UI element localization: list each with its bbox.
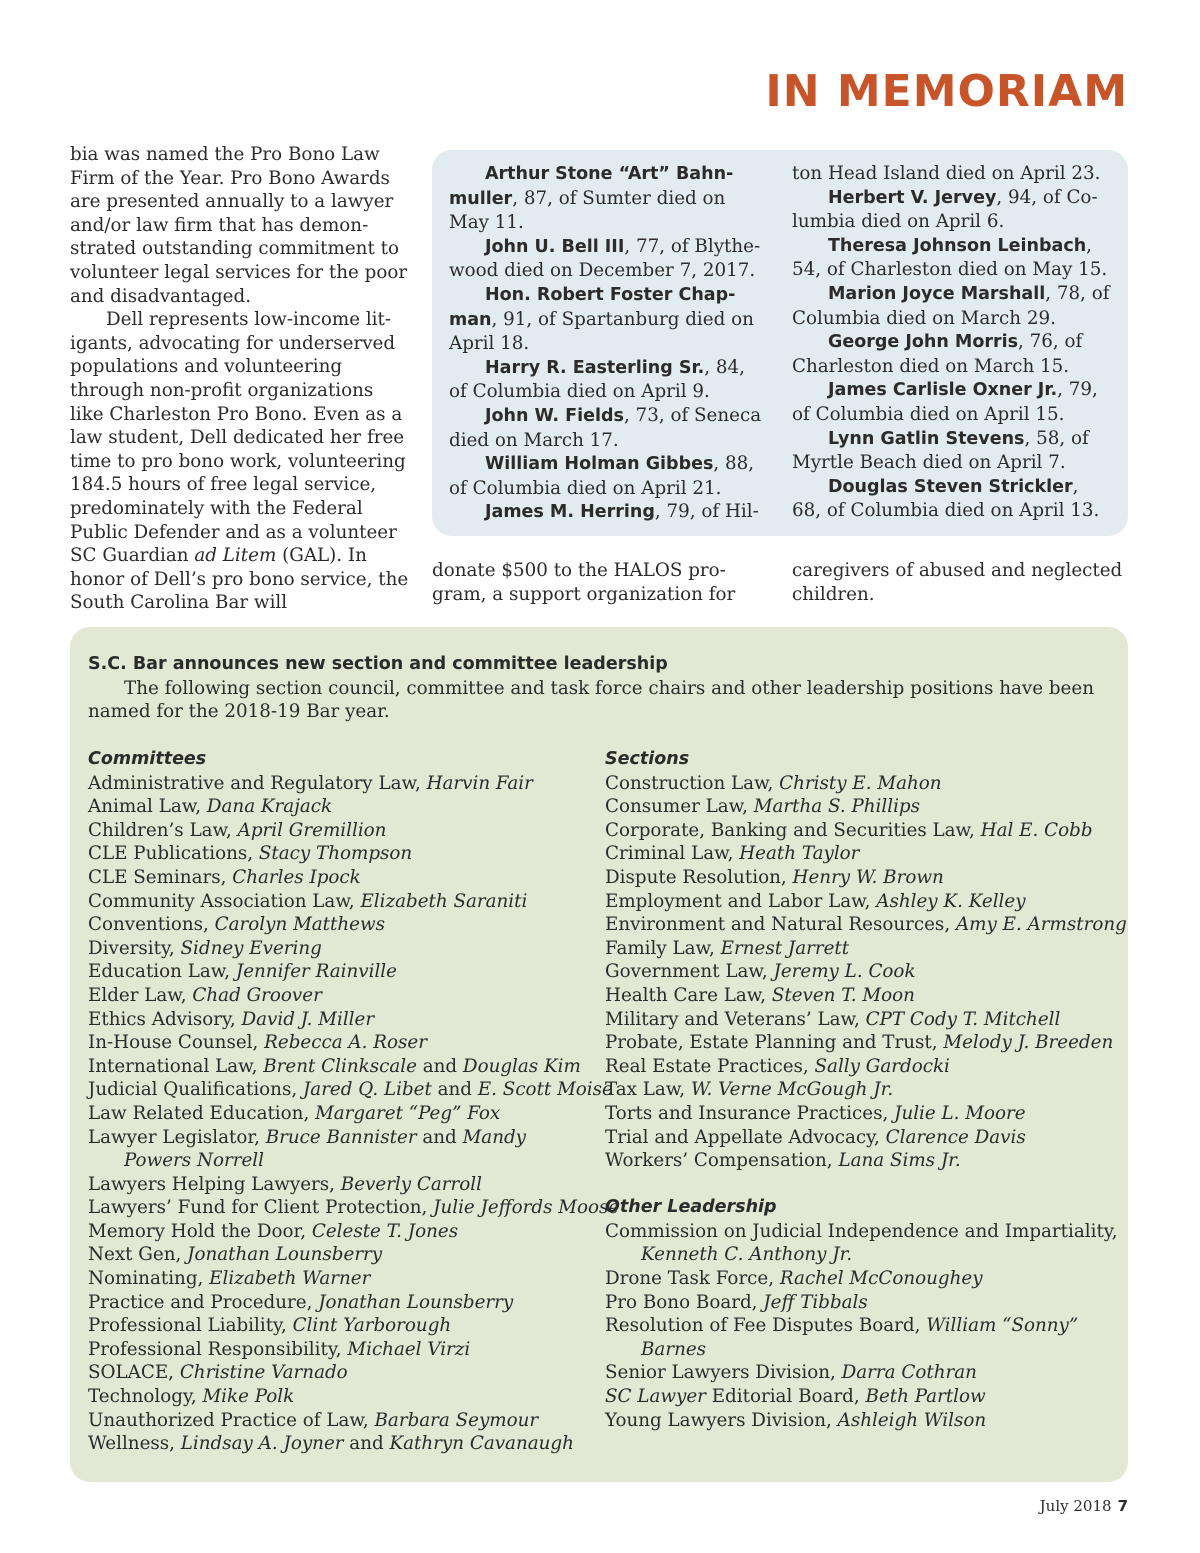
leadership-item: Family Law, Ernest Jarrett	[605, 937, 850, 959]
leadership-item: CLE Seminars, Charles Ipock	[88, 866, 361, 888]
leadership-item: Memory Hold the Door, Celeste T. Jones	[88, 1220, 459, 1242]
leadership-item: Government Law, Jeremy L. Cook	[605, 961, 916, 983]
leadership-item: Young Lawyers Division, Ashleigh Wilson	[605, 1409, 987, 1431]
memoriam-entry: Hon. Robert Foster Chapman, 91, of Spartanburg died on April 18.	[449, 284, 754, 355]
leadership-item: CLE Publications, Stacy Thompson	[88, 843, 413, 865]
other-leadership-list	[605, 1220, 1120, 1432]
leadership-item: Law Related Education, Margaret “Peg” Fox	[88, 1102, 501, 1124]
leadership-item: Corporate, Banking and Securities Law, Hal E. Cobb	[605, 819, 1093, 841]
leadership-item: SOLACE, Christine Varnado	[88, 1362, 348, 1384]
leadership-item: Elder Law, Chad Groover	[88, 984, 322, 1006]
memoriam-entry: Harry R. Easterling Sr., 84, of Columbia died on April 9.	[449, 356, 745, 403]
leadership-item: Professional Liability, Clint Yarborough	[88, 1315, 452, 1337]
leadership-item: Children’s Law, April Gremillion	[88, 819, 387, 841]
memoriam-entry: Douglas Steven Strickler, 68, of Columbia died on April 13.	[792, 475, 1100, 522]
leadership-item: Practice and Procedure, Jonathan Lounsberry	[88, 1291, 514, 1313]
leadership-item: Community Association Law, Elizabeth Saraniti	[88, 890, 528, 912]
leadership-item: Lawyers’ Fund for Client Protection, Julie Jeffords Moose	[88, 1197, 620, 1219]
memoriam-column-1	[449, 162, 767, 525]
leadership-item: Tax Law, W. Verne McGough Jr.	[605, 1079, 894, 1101]
memoriam-entry: William Holman Gibbes, 88, of Columbia died on April 21.	[449, 453, 755, 499]
leadership-item: Military and Veterans’ Law, CPT Cody T. Mitchell	[605, 1008, 1061, 1030]
memoriam-entry: James Carlisle Oxner Jr., 79, of Columbia died on April 15.	[792, 379, 1098, 425]
memoriam-entry: John W. Fields, 73, of Seneca died on March 17.	[449, 404, 762, 451]
leadership-item: Professional Responsibility, Michael Virzi	[88, 1338, 471, 1360]
memoriam-entry: Arthur Stone “Art” Bahnmuller, 87, of Sumter died on May 11.	[449, 164, 734, 234]
page-footer	[1040, 1497, 1128, 1515]
leadership-item: Environment and Natural Resources, Amy E. Armstrong	[605, 914, 1127, 936]
leadership-item: Senior Lawyers Division, Darra Cothran	[605, 1362, 977, 1384]
leadership-item: Torts and Insurance Practices, Julie L. Moore	[605, 1102, 1026, 1124]
leadership-item: Lawyer Legislator, Bruce Bannister and Mandy Powers Norrell	[88, 1126, 527, 1172]
paragraph-text: Dell represents low-income litigants, advocating for underserved populations and volunteering through non-profit organizations like Charleston Pro Bono. Even as a law student, Dell dedicated her free time to pro bono work, volunteering 184.5 hours of free legal service, predominately with the Federal Public Defender and as a volunteer SC Guardian	[70, 309, 406, 567]
article-paragraph-2	[70, 308, 410, 615]
leadership-item: Real Estate Practices, Sally Gardocki	[605, 1055, 950, 1077]
leadership-item: Technology, Mike Polk	[88, 1386, 295, 1408]
issue-date: July 2018	[1039, 1497, 1112, 1515]
leadership-item: SC Lawyer Editorial Board, Beth Partlow	[605, 1386, 986, 1408]
leadership-item: Education Law, Jennifer Rainville	[88, 961, 397, 983]
leadership-item: Trial and Appellate Advocacy, Clarence Davis	[605, 1126, 1026, 1148]
leadership-item: Commission on Judicial Independence and Impartiality, Kenneth C. Anthony Jr.	[605, 1220, 1118, 1266]
memoriam-entry-continued: ton Head Island died on April 23.	[792, 163, 1101, 184]
page-number: 7	[1117, 1497, 1128, 1515]
leadership-item: Conventions, Carolyn Matthews	[88, 914, 385, 936]
memoriam-entry: John U. Bell III, 77, of Blythewood died on December 7, 2017.	[449, 235, 761, 282]
leadership-item: Workers’ Compensation, Lana Sims Jr.	[605, 1150, 961, 1172]
leadership-item: Ethics Advisory, David J. Miller	[88, 1008, 375, 1030]
leadership-box	[70, 627, 1128, 1482]
article-continuation-2: caregivers of abused and neglected children.	[792, 560, 1123, 605]
leadership-item: Pro Bono Board, Jeff Tibbals	[605, 1291, 868, 1313]
memoriam-entry: Theresa Johnson Leinbach, 54, of Charleston died on May 15.	[792, 234, 1108, 281]
leadership-item: Employment and Labor Law, Ashley K. Kelley	[605, 890, 1026, 912]
leadership-item: International Law, Brent Clinkscale and Douglas Kim	[88, 1055, 581, 1077]
leadership-item: Wellness, Lindsay A. Joyner and Kathryn Cavanaugh	[88, 1433, 574, 1455]
leadership-item: Dispute Resolution, Henry W. Brown	[605, 866, 944, 888]
other-leadership-title: Other Leadership	[605, 1197, 777, 1218]
leadership-intro-block	[88, 653, 1118, 724]
memoriam-entry: James M. Herring, 79, of Hil-	[485, 501, 759, 523]
committees-column	[88, 748, 620, 1456]
leadership-item: Unauthorized Practice of Law, Barbara Seymour	[88, 1409, 539, 1431]
section-title: IN MEMORIAM	[765, 66, 1128, 117]
committees-title: Committees	[88, 749, 207, 769]
leadership-item: Diversity, Sidney Evering	[88, 937, 322, 959]
committees-list	[88, 772, 620, 1456]
article-continuation-1: donate $500 to the HALOS program, a support organization for	[432, 560, 736, 605]
leadership-item: Health Care Law, Steven T. Moon	[605, 984, 915, 1006]
leadership-item: Lawyers Helping Lawyers, Beverly Carroll	[88, 1173, 482, 1195]
leadership-item: Resolution of Fee Disputes Board, William “Sonny” Barnes	[605, 1315, 1079, 1360]
sections-title: Sections	[605, 749, 690, 769]
memoriam-column-2	[792, 162, 1110, 523]
leadership-item: Administrative and Regulatory Law, Harvin Fair	[88, 772, 533, 794]
leadership-item: Nominating, Elizabeth Warner	[88, 1268, 371, 1290]
article-paragraph-1: bia was named the Pro Bono Law Firm of the Year. Pro Bono Awards are presented annually to a lawyer and/or law firm that has demonstrated outstanding commitment to volunteer legal services for the poor and disadvantaged.	[70, 144, 408, 307]
leadership-item: Next Gen, Jonathan Lounsberry	[88, 1244, 383, 1266]
leadership-item: Criminal Law, Heath Taylor	[605, 843, 860, 865]
leadership-item: Drone Task Force, Rachel McConoughey	[605, 1268, 983, 1290]
leadership-item: Probate, Estate Planning and Trust, Melody J. Breeden	[605, 1032, 1114, 1054]
sections-list	[605, 772, 1127, 1173]
paragraph-text-tail: (GAL). In honor of Dell’s pro bono service, the South Carolina Bar will	[70, 545, 409, 614]
leadership-intro: The following section council, committee and task force chairs and other leadership positions have been named for the 2018-19 Bar year.	[88, 677, 1094, 723]
leadership-item: Construction Law, Christy E. Mahon	[605, 772, 942, 794]
memoriam-entry: Marion Joyce Marshall, 78, of Columbia died on March 29.	[792, 282, 1110, 329]
leadership-item: Consumer Law, Martha S. Phillips	[605, 796, 921, 818]
leadership-item: In-House Counsel, Rebecca A. Roser	[88, 1032, 427, 1054]
memoriam-box	[432, 150, 1128, 536]
memoriam-entry: Herbert V. Jervey, 94, of Columbia died on April 6.	[792, 186, 1098, 233]
leadership-heading: S.C. Bar announces new section and committee leadership	[88, 654, 668, 674]
sections-column	[605, 748, 1127, 1432]
memoriam-entry: George John Morris, 76, of Charleston died on March 15.	[792, 331, 1083, 377]
memoriam-entry: Lynn Gatlin Stevens, 58, of Myrtle Beach died on April 7.	[792, 427, 1089, 474]
article-left-column	[70, 143, 410, 615]
leadership-item: Animal Law, Dana Krajack	[88, 796, 333, 818]
leadership-item: Judicial Qualifications, Jared Q. Libet and E. Scott Moise	[88, 1079, 613, 1101]
italic-term: ad Litem	[194, 545, 277, 567]
